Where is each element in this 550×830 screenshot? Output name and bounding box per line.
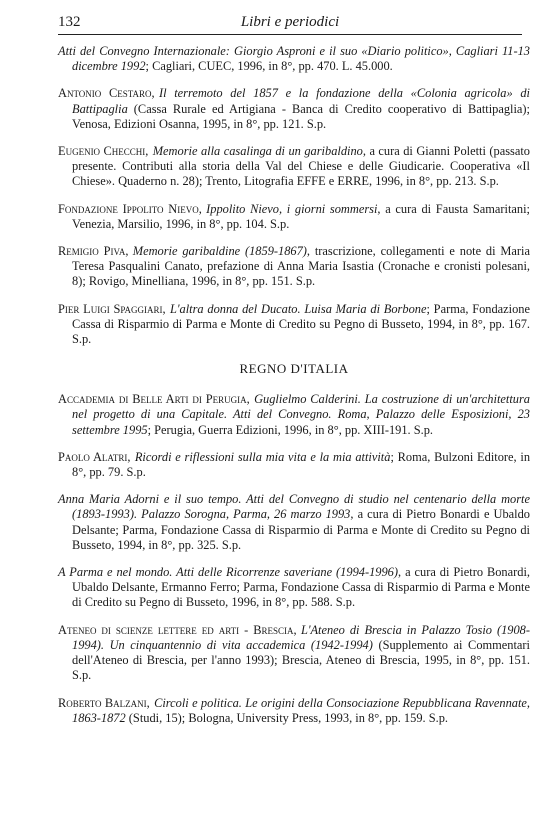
entry-author: Antonio Cestaro,: [58, 86, 155, 101]
entry-publication: , trascrizione, collegamenti e note di Maria Teresa Pasqualini Canato, prefazione di Anna Maria Isastia (Cronache e cronisti polesani, 8); Rovigo, Minelliana, 1996, in 8°, pp. 151. S.p.: [72, 244, 530, 289]
bibliography: [58, 44, 530, 738]
entry-publication: (Cassa Rurale ed Artigiana - Banca di Credito cooperativo di Battipaglia); Venosa, Edizioni Osanna, 1995, in 8°, pp. 121. S.p.: [72, 101, 530, 131]
bibliography-entry: [58, 492, 530, 553]
entry-publication: ; Parma, Fondazione Cassa di Risparmio di Parma e Monte di Credito su Pegno di Busseto, 1994, in 8°, pp. 167. S.p.: [72, 301, 530, 347]
entry-title: Ippolito Nievo, i giorni sommersi: [206, 201, 378, 216]
entry-author: Remigio Piva,: [58, 244, 129, 259]
entry-title: Memorie garibaldine (1859-1867): [132, 244, 307, 259]
bibliography-entry: [58, 144, 530, 190]
entry-author: Fondazione Ippolito Nievo,: [58, 201, 202, 216]
entry-title: Memorie alla casalinga di un garibaldino: [152, 144, 363, 159]
entry-author: Accademia di Belle Arti di Perugia,: [58, 392, 250, 407]
bibliography-entry: [58, 202, 530, 232]
entry-publication: (Studi, 15); Bologna, University Press, 1993, in 8°, pp. 159. S.p.: [125, 710, 448, 725]
entry-title: Circoli e politica. Le origini della Consociazione Repubblicana Ravennate, 1863-1872: [72, 695, 530, 725]
running-title: Libri e periodici: [240, 14, 340, 30]
entry-title: Atti del Convegno Internazionale: Giorgio Asproni e il suo «Diario politico», Cagliari 11-13 dicembre 1992: [58, 44, 530, 74]
bibliography-entry: [58, 302, 530, 348]
entry-publication: ; Roma, Bulzoni Editore, in 8°, pp. 79. S.p.: [72, 449, 531, 480]
entry-author: Roberto Balzani,: [58, 695, 150, 710]
entry-title: Guglielmo Calderini. La costruzione di un'architettura nel progetto di una Capitale. Atti del Convegno. Roma, Palazzo delle Esposizioni, 23 settembre 1995: [72, 392, 530, 437]
entry-author: Eugenio Checchi,: [58, 144, 149, 159]
entry-title: L'altra donna del Ducato. Luisa Maria di Borbone: [169, 301, 427, 316]
entry-title: Il terremoto del 1857 e la fondazione della «Colonia agricola» di Battipaglia: [72, 86, 530, 116]
entry-publication: ; Perugia, Guerra Edizioni, 1996, in 8°, pp. XIII-191. S.p.: [147, 422, 434, 437]
entry-publication: , a cura di Gianni Poletti (passato presente. Contributi alla storia della Val del Chiese e delle Giudicarie. Cooperativa «Il Chiese». Quaderno n. 28); Trento, Litografia EFFE e ERRE, 1996, in 8°, pp. 213. S.p.: [72, 144, 530, 189]
page-number: 132: [58, 14, 81, 30]
entry-title: L'Ateneo di Brescia in Palazzo Tosio (1908-1994). Un cinquantennio di vita accademica (1942-1994): [72, 622, 530, 652]
bibliography-entry: [58, 450, 530, 480]
entry-publication: , a cura di Pietro Bonardi, Ubaldo Delsante, Ermanno Ferro; Parma, Fondazione Cassa di Risparmio di Parma e Monte di Credito su Pegno di Busseto, 1996, in 8°, pp. 588. S.p.: [72, 565, 530, 610]
entry-title: Anna Maria Adorni e il suo tempo. Atti del Convegno di studio nel centenario della morte (1893-1993). Palazzo Sorogna, Parma, 26 marzo 1993: [58, 492, 530, 522]
entry-publication: (Supplemento ai Commentari dell'Ateneo di Brescia, per l'anno 1993); Brescia, Ateneo di Brescia, 1995, in 8°, pp. 151. S.p.: [72, 637, 530, 683]
bibliography-entry: [58, 696, 530, 726]
bibliography-entry: [58, 44, 530, 74]
bibliography-entry: [58, 623, 530, 684]
entry-publication: , a cura di Fausta Samaritani; Venezia, Marsilio, 1996, in 8°, pp. 104. S.p.: [72, 201, 530, 231]
entry-author: Pier Luigi Spaggiari,: [58, 301, 166, 316]
bibliography-entry: [58, 565, 530, 611]
bibliography-entry: [58, 244, 530, 290]
entry-publication: ; Cagliari, CUEC, 1996, in 8°, pp. 470. L. 45.000.: [145, 59, 393, 74]
entry-title: Ricordi e riflessioni sulla mia vita e la mia attività: [134, 449, 391, 464]
section-heading: REGNO D'ITALIA: [239, 361, 349, 377]
bibliography-entry: [58, 392, 530, 438]
entry-title: A Parma e nel mondo. Atti delle Ricorrenze saveriane (1994-1996): [58, 565, 398, 580]
entry-author: Ateneo di scienze lettere ed arti - Brescia,: [58, 622, 297, 637]
entry-author: Paolo Alatri,: [58, 449, 131, 464]
entry-publication: , a cura di Pietro Bonardi e Ubaldo Delsante; Parma, Fondazione Cassa di Risparmio di Parma e Monte di Credito su Pegno di Busseto, 1994, in 8°, pp. 325. S.p.: [72, 507, 531, 552]
page-header: [58, 10, 522, 35]
bibliography-entry: [58, 86, 530, 132]
